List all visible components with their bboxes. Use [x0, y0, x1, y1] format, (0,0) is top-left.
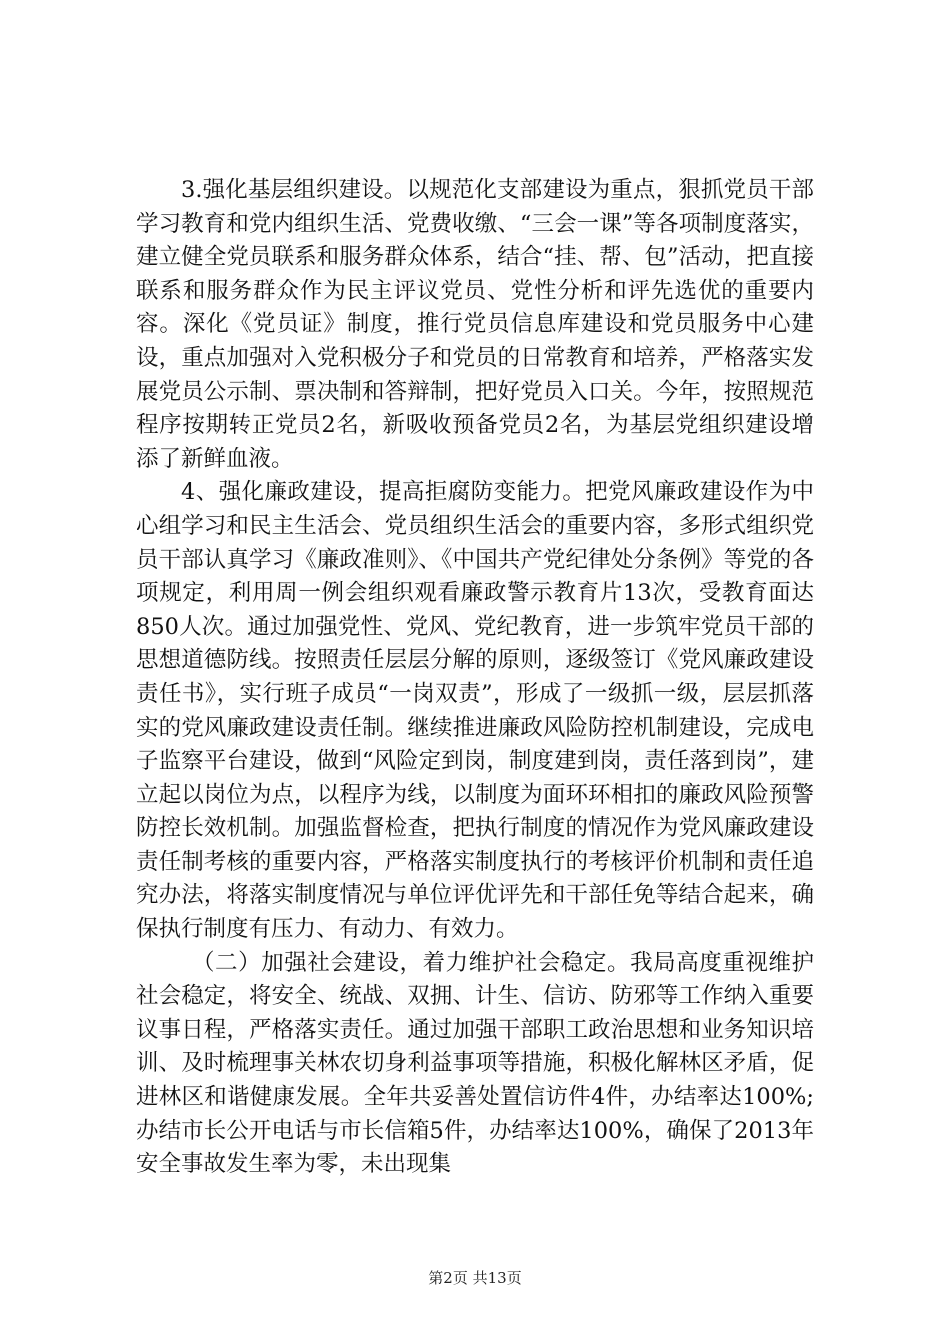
paragraph-grassroots-organization: 3.强化基层组织建设。以规范化支部建设为重点，狠抓党员干部学习教育和党内组织生活、党费收缴、“三会一课”等各项制度落实，建立健全党员联系和服务群众体系，结合“挂、帮、包”活动，把直接联系和服务群众作为民主评议党员、党性分析和评先选优的重要内容。深化《党员证》制度，推行党员信息库建设和党员服务中心建设，重点加强对入党积极分子和党员的日常教育和培养，严格落实发展党员公示制、票决制和答辩制，把好党员入口关。今年，按照规范程序按期转正党员2名，新吸收预备党员2名，为基层党组织建设增添了新鲜血液。 — [136, 177, 814, 472]
paragraph-social-stability: （二）加强社会建设，着力维护社会稳定。我局高度重视维护社会稳定，将安全、统战、双拥、计生、信访、防邪等工作纳入重要议事日程，严格落实责任。通过加强干部职工政治思想和业务知识培训、及时梳理事关林农切身利益事项等措施，积极化解林区矛盾，促进林区和谐健康发展。全年共妥善处置信访件4件，办结率达100%;办结市长公开电话与市长信箱5件，办结率达100%，确保了2013年安全事故发生率为零，未出现集 — [136, 949, 814, 1178]
page-number-footer: 第2页 共13页 — [428, 1269, 522, 1287]
paragraph-integrity-building: 4、强化廉政建设，提高拒腐防变能力。把党风廉政建设作为中心组学习和民主生活会、党员组织生活会的重要内容，多形式组织党员干部认真学习《廉政准则》、《中国共产党纪律处分条例》等党的各项规定，利用周一例会组织观看廉政警示教育片13次，受教育面达850人次。通过加强党性、党风、党纪教育，进一步筑牢党员干部的思想道德防线。按照责任层层分解的原则，逐级签订《党风廉政建设责任书》，实行班子成员“一岗双责”，形成了一级抓一级，层层抓落实的党风廉政建设责任制。继续推进廉政风险防控机制建设，完成电子监察平台建设，做到“风险定到岗，制度建到岗，责任落到岗”，建立起以岗位为点，以程序为线，以制度为面环环相扣的廉政风险预警防控长效机制。加强监督检查，把执行制度的情况作为党风廉政建设责任制考核的重要内容，严格落实制度执行的考核评价机制和责任追究办法，将落实制度情况与单位评优评先和干部任免等结合起来，确保执行制度有压力、有动力、有效力。 — [136, 479, 814, 943]
document-body — [136, 174, 814, 1182]
